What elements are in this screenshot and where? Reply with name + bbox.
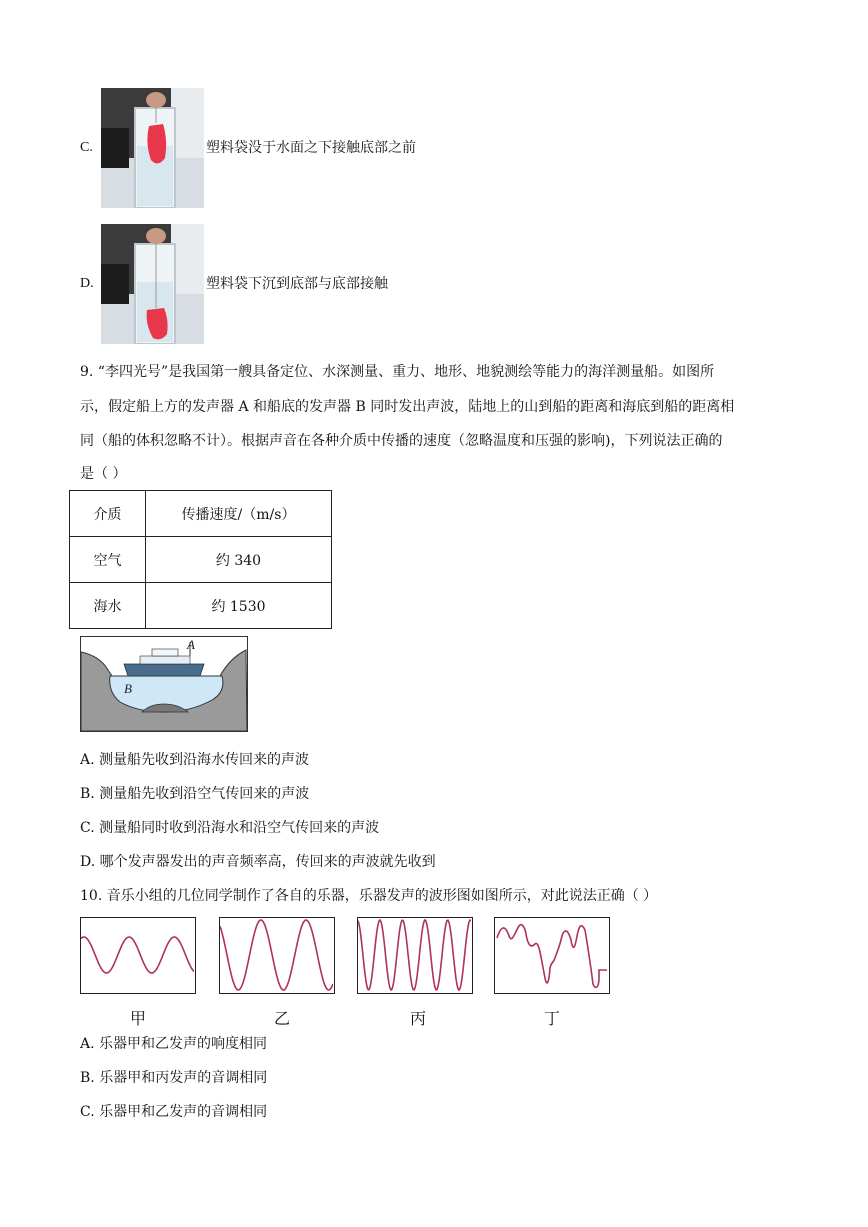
q8-option-d-photo	[101, 224, 204, 344]
q8-option-d-text: 塑料袋下沉到底部与底部接触	[206, 276, 388, 292]
wave-label-jia: 甲	[129, 1009, 146, 1028]
table-row	[70, 491, 332, 537]
table-cell-speed: 约 1530	[146, 583, 332, 629]
q9-ship-diagram	[80, 636, 248, 732]
table-cell-medium: 空气	[70, 537, 146, 583]
q9-stem-line-1: 9. “李四光号”是我国第一艘具备定位、水深测量、重力、地形、地貌测绘等能力的海洋测量船。如图所	[80, 364, 715, 380]
table-row	[70, 583, 332, 629]
q10-stem: 10. 音乐小组的几位同学制作了各自的乐器，乐器发声的波形图如图所示，对此说法正确（ ）	[80, 888, 658, 904]
q8-option-c-photo	[101, 88, 204, 208]
q10-option-b: B. 乐器甲和丙发声的音调相同	[80, 1070, 268, 1086]
q9-option-a: A. 测量船先收到沿海水传回来的声波	[80, 752, 310, 768]
table-row	[70, 537, 332, 583]
q9-stem-line-2: 示，假定船上方的发声器 A 和船底的发声器 B 同时发出声波，陆地上的山到船的距离和海底到船的距离相	[80, 399, 735, 415]
q9-stem-line-3: 同（船的体积忽略不计）。根据声音在各种介质中传播的速度（忽略温度和压强的影响)，下列说法正确的	[80, 433, 723, 449]
table-header-speed: 传播速度/（m/s）	[146, 491, 332, 537]
q9-option-c: C. 测量船同时收到沿海水和沿空气传回来的声波	[80, 820, 380, 836]
wave-label-ding: 丁	[543, 1009, 560, 1028]
label-b: B	[124, 681, 132, 696]
q8-option-d-letter: D.	[80, 276, 94, 291]
q10-option-c: C. 乐器甲和乙发声的音调相同	[80, 1104, 268, 1120]
q8-option-c-letter: C.	[80, 140, 93, 155]
q10-option-a: A. 乐器甲和乙发声的响度相同	[80, 1036, 268, 1052]
q9-option-d: D. 哪个发声器发出的声音频率高，传回来的声波就先收到	[80, 854, 436, 870]
q8-option-c-text: 塑料袋没于水面之下接触底部之前	[206, 140, 416, 156]
waveform-ding	[494, 917, 610, 994]
q9-stem-line-4: 是（ ）	[80, 466, 127, 482]
label-a: A	[187, 637, 195, 652]
wave-label-bing: 丙	[409, 1009, 426, 1028]
q9-speed-table	[69, 490, 332, 629]
waveform-jia	[80, 917, 196, 994]
q9-option-b: B. 测量船先收到沿空气传回来的声波	[80, 786, 310, 802]
table-cell-medium: 海水	[70, 583, 146, 629]
waveform-yi	[219, 917, 335, 994]
waveform-bing	[357, 917, 473, 994]
wave-label-yi: 乙	[273, 1009, 290, 1028]
table-header-medium: 介质	[70, 491, 146, 537]
table-cell-speed: 约 340	[146, 537, 332, 583]
